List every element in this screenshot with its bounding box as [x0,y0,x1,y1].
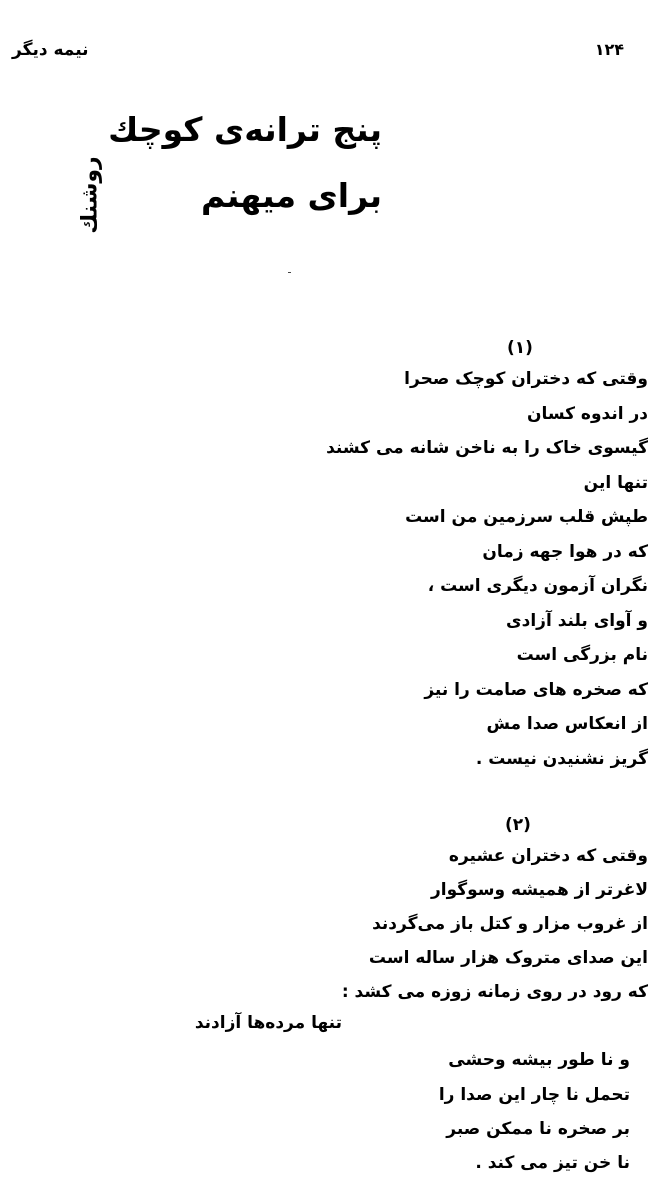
poem-2-line-2: لاغرتر از همیشه وسوگوار [430,880,648,900]
poem-1-line-10: که صخره های صامت را نیز [424,680,648,700]
poem-1-line-2: در اندوه کسان [526,404,648,424]
poem-title-line-2: برای میهنم [200,176,382,215]
poem-1-line-1: وقتی که دختران کوچک صحرا [404,369,648,389]
poem-2-inset-line-2: تحمل نا چار این صدا را [438,1085,630,1105]
print-speck [288,272,291,273]
poem-1-line-5: طپش قلب سرزمین من است [405,507,648,527]
poem-2-line-5: که رود در روی زمانه زوزه می کشد : [341,982,648,1002]
poem-2-inset-line-4: نا خن تیز می کند . [475,1153,630,1173]
running-head: نیمه دیگر [12,40,89,60]
author-name [70,140,110,250]
poem-2-line-3: از غروب مزار و کتل باز می‌گردند [372,914,648,934]
poem-2-line-4: این صدای متروک هزار ساله است [368,948,648,968]
poem-2-outdent-line: تنها مرده‌ها آزادند [194,1013,342,1033]
page-number: ۱۲۴ [594,40,624,59]
author-name-text: روشنك [77,156,103,234]
poem-1-line-3: گیسوی خاک را به ناخن شانه می کشند [326,438,648,458]
poem-1-line-12: گریز نشنیدن نیست . [475,749,648,769]
poem-1-line-8: و آوای بلند آزادی [506,611,648,631]
poem-1-line-6: که در هوا جهه زمان [482,542,648,562]
poem-1-line-4: تنها این [583,473,648,493]
poem-2-inset-line-1: و نا طور بیشه وحشی [448,1050,630,1070]
poem-1-number: (۱) [507,338,533,358]
poem-2-inset-line-3: بر صخره نا ممکن صبر [446,1119,630,1139]
poem-title-line-1: پنج ترانه‌ی کوچك [108,110,382,149]
poem-1-line-11: از انعکاس صدا مش [486,714,648,734]
poem-1-line-7: نگران آزمون دیگری است ، [427,576,648,596]
poem-1-line-9: نام بزرگی است [516,645,648,665]
poem-2-line-1: وقتی که دختران عشیره [448,846,648,866]
poem-2-number: (۲) [505,815,531,835]
